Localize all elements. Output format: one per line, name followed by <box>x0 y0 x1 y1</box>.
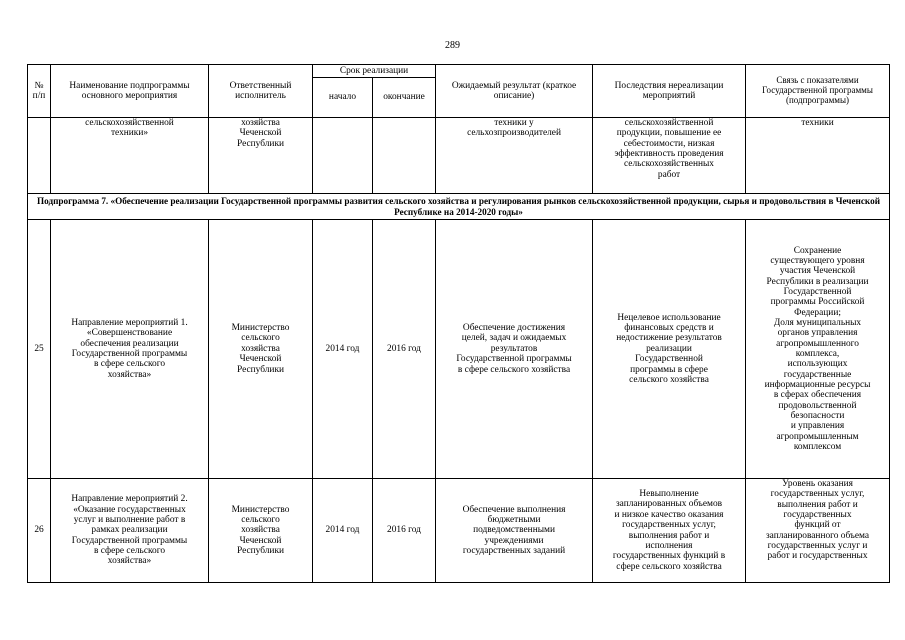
header-link: Связь с показателями Государственной программы (подпрограммы) <box>746 65 890 118</box>
header-consequences: Последствия нереализации мероприятий <box>593 65 746 118</box>
subprogram-title: Подпрограмма 7. «Обеспечение реализации Государственной программы развития сельского хозяйства и регулирования рынков сельскохозяйственной продукции, сырья и продовольствия в Чеченской Республике на 2014-2020 годы» <box>28 194 890 220</box>
header-period: Срок реализации <box>313 65 436 78</box>
header-name: Наименование подпрограммы основного мероприятия <box>51 65 209 118</box>
cell-expected: техники у сельхозпроизводителей <box>436 118 593 194</box>
header-end: окончание <box>373 78 436 118</box>
header-expected: Ожидаемый результат (краткое описание) <box>436 65 593 118</box>
cell-responsible: Министерство сельского хозяйства Чеченской Республики <box>209 479 313 583</box>
header-no: № п/п <box>28 65 51 118</box>
subprogram-row <box>28 194 890 220</box>
header-responsible: Ответственный исполнитель <box>209 65 313 118</box>
cell-consequences: сельскохозяйственной продукции, повышение ее себестоимости, низкая эффективность проведения сельскохозяйственных работ <box>593 118 746 194</box>
cell-name: сельскохозяйственной техники» <box>51 118 209 194</box>
cell-expected: Обеспечение достижения целей, задач и ожидаемых результатов Государственной программы в сфере сельского хозяйства <box>436 220 593 479</box>
cell-no: 26 <box>28 479 51 583</box>
cell-consequences: Невыполнение запланированных объемов и низкое качество оказания государственных услуг, выполнения работ и исполнения государственных функций в сфере сельского хозяйства <box>593 479 746 583</box>
header-row-1 <box>28 65 890 78</box>
header-start: начало <box>313 78 373 118</box>
cell-link: Уровень оказания государственных услуг, выполнения работ и государственных функций от запланированного объема государственных услуг и работ и государственных <box>746 479 890 583</box>
cell-consequences: Нецелевое использование финансовых средств и недостижение результатов реализации Государственной программы в сфере сельского хозяйства <box>593 220 746 479</box>
table-row-25 <box>28 220 890 479</box>
cell-link: Сохранение существующего уровня участия Чеченской Республики в реализации Государственной программы Российской Федерации; Доля муниципальных органов управления агропромышленного комплекса, использующих государственные информационные ресурсы в сферах обеспечения продовольственной безопасности и управления агропромышленным комплексом <box>746 220 890 479</box>
cell-name: Направление мероприятий 1. «Совершенствование обеспечения реализации Государственной программы в сфере сельского хозяйства» <box>51 220 209 479</box>
measures-table <box>27 64 890 583</box>
cell-no <box>28 118 51 194</box>
cell-start <box>313 118 373 194</box>
cell-expected: Обеспечение выполнения бюджетными подведомственными учреждениями государственных заданий <box>436 479 593 583</box>
cell-start: 2014 год <box>313 479 373 583</box>
table-row-continuation <box>28 118 890 194</box>
cell-end: 2016 год <box>373 220 436 479</box>
page-number: 289 <box>445 40 460 51</box>
cell-no: 25 <box>28 220 51 479</box>
cell-responsible: хозяйства Чеченской Республики <box>209 118 313 194</box>
cell-end <box>373 118 436 194</box>
cell-responsible: Министерство сельского хозяйства Чеченской Республики <box>209 220 313 479</box>
cell-end: 2016 год <box>373 479 436 583</box>
cell-start: 2014 год <box>313 220 373 479</box>
cell-name: Направление мероприятий 2. «Оказание государственных услуг и выполнение работ в рамках реализации Государственной программы в сфере сельского хозяйства» <box>51 479 209 583</box>
table-row-26 <box>28 479 890 583</box>
cell-link: техники <box>746 118 890 194</box>
